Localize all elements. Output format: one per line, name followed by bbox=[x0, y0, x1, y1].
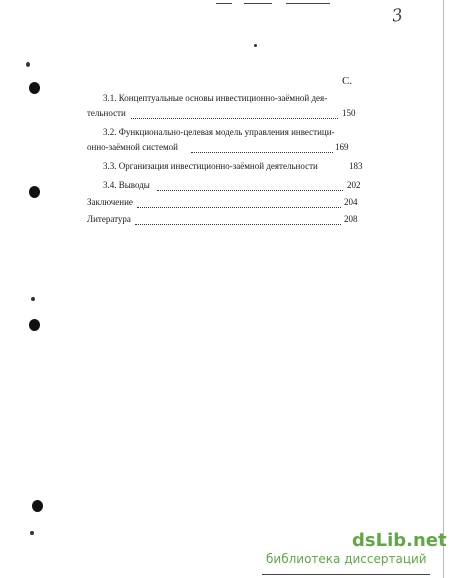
page-column-label: С. bbox=[342, 75, 353, 87]
punch-hole bbox=[29, 186, 40, 198]
scan-speck bbox=[254, 44, 257, 47]
punch-hole bbox=[32, 500, 43, 512]
scan-line-artifact bbox=[262, 574, 430, 575]
dslib-watermark-subtitle: библиотека диссертаций bbox=[266, 552, 427, 566]
punch-hole bbox=[29, 319, 40, 331]
scan-speck bbox=[26, 62, 30, 67]
toc-entry-conclusion-page: 204 bbox=[344, 197, 358, 207]
page-edge bbox=[443, 0, 444, 578]
scan-speck bbox=[30, 531, 34, 535]
toc-entry-3-2-title: 3.2. Функционально-целевая модель управления инвестици- bbox=[103, 127, 335, 137]
toc-entry-3-2-page: 169 bbox=[335, 142, 349, 152]
toc-entry-3-1-title-cont: тельности bbox=[87, 108, 126, 118]
toc-entry-3-3-title: 3.3. Организация инвестиционно-заёмной деятельности bbox=[103, 161, 318, 171]
toc-entry-literature-title: Литература bbox=[87, 214, 131, 224]
toc-leader-dots bbox=[191, 142, 333, 153]
toc-leader-dots bbox=[157, 180, 343, 191]
handwritten-page-mark: 3 bbox=[390, 5, 405, 27]
toc-leader-dots bbox=[137, 197, 341, 208]
toc-entry-3-4-title: 3.4. Выводы bbox=[103, 180, 150, 190]
toc-leader-dots bbox=[135, 214, 341, 225]
toc-entry-3-1-title: 3.1. Концептуальные основы инвестиционно-заёмной дея- bbox=[103, 93, 328, 103]
toc-entry-3-2-title-cont: онно-заёмной системой bbox=[87, 142, 178, 152]
toc-entry-conclusion-title: Заключение bbox=[87, 197, 133, 207]
scan-line-artifact bbox=[216, 3, 232, 4]
toc-leader-dots bbox=[131, 108, 338, 119]
toc-entry-3-1-page: 150 bbox=[342, 108, 356, 118]
dslib-watermark-logo: dsLib.net bbox=[352, 530, 447, 551]
punch-hole bbox=[29, 82, 40, 94]
toc-entry-3-3-page: 183 bbox=[349, 161, 363, 171]
scan-line-artifact bbox=[244, 3, 272, 4]
toc-entry-literature-page: 208 bbox=[344, 214, 358, 224]
scan-speck bbox=[31, 297, 35, 301]
toc-entry-3-4-page: 202 bbox=[347, 180, 361, 190]
scan-line-artifact bbox=[286, 3, 330, 4]
